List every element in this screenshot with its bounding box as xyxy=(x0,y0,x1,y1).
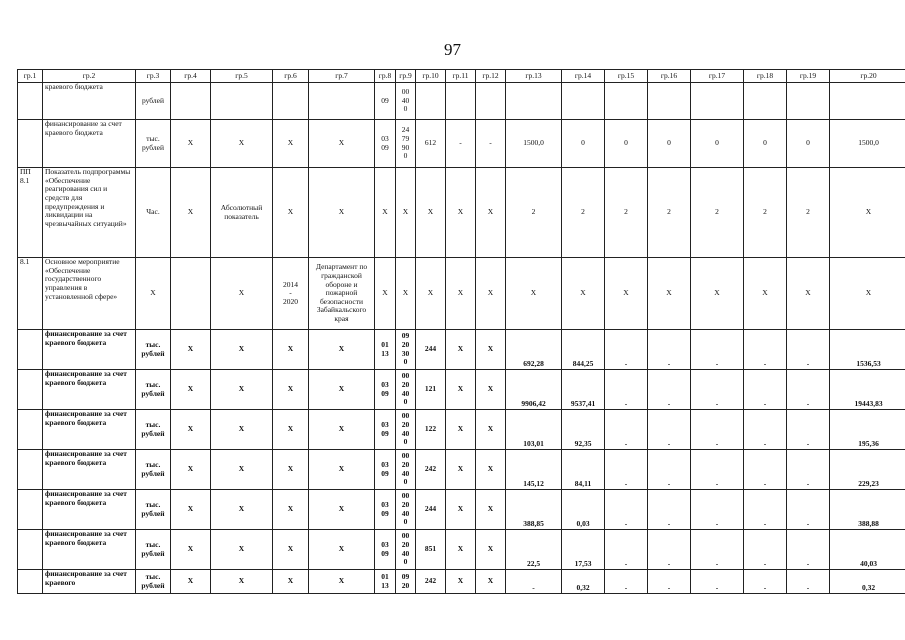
table-cell xyxy=(476,83,506,120)
table-cell: Х xyxy=(273,410,309,450)
table-cell: Х xyxy=(273,570,309,594)
table-row xyxy=(18,530,905,570)
table-cell xyxy=(605,83,648,120)
table-cell: Х xyxy=(309,450,375,490)
table-cell: - xyxy=(691,570,744,594)
table-cell: 84,11 xyxy=(562,450,605,490)
table-cell: - xyxy=(787,530,830,570)
table-cell: 195,36 xyxy=(830,410,905,450)
table-cell: 0 xyxy=(787,120,830,168)
table-cell: - xyxy=(744,490,787,530)
table-cell: 0,03 xyxy=(562,490,605,530)
table-cell: финансирование за счет краевого бюджета xyxy=(43,490,136,530)
col-header: гр.7 xyxy=(309,70,375,83)
table-cell: Х xyxy=(476,410,506,450)
table-cell: 1500,0 xyxy=(506,120,562,168)
table-cell: 9537,41 xyxy=(562,370,605,410)
table-cell: 2 xyxy=(648,168,691,258)
table-cell: тыс. рублей xyxy=(136,370,171,410)
table-cell xyxy=(171,258,211,330)
table-cell: 0,32 xyxy=(830,570,905,594)
table-cell: финансирование за счет краевого бюджета xyxy=(43,450,136,490)
table-cell: 03 09 xyxy=(375,450,396,490)
table-cell: тыс. рублей xyxy=(136,530,171,570)
table-cell: 00 20 40 0 xyxy=(396,490,416,530)
table-cell xyxy=(744,83,787,120)
table-cell: финансирование за счет краевого бюджета xyxy=(43,120,136,168)
table-cell: тыс. рублей xyxy=(136,490,171,530)
table-cell: - xyxy=(691,530,744,570)
table-cell: Х xyxy=(605,258,648,330)
table-cell: 00 40 0 xyxy=(396,83,416,120)
table-cell: 2 xyxy=(605,168,648,258)
table-cell: Х xyxy=(211,450,273,490)
table-cell: Х xyxy=(396,258,416,330)
table-cell: - xyxy=(605,530,648,570)
table-cell: 2 xyxy=(787,168,830,258)
table-cell: - xyxy=(605,450,648,490)
col-header: гр.15 xyxy=(605,70,648,83)
col-header: гр.3 xyxy=(136,70,171,83)
table-cell: - xyxy=(744,530,787,570)
table-cell: Х xyxy=(446,530,476,570)
table-cell: Х xyxy=(136,258,171,330)
table-cell: 2014 - 2020 xyxy=(273,258,309,330)
table-cell: Х xyxy=(476,570,506,594)
table-cell xyxy=(171,83,211,120)
table-cell: - xyxy=(691,370,744,410)
table-cell: 0 xyxy=(691,120,744,168)
table-cell: Х xyxy=(375,258,396,330)
table-cell: Х xyxy=(171,370,211,410)
table-cell: - xyxy=(691,410,744,450)
table-cell: Х xyxy=(416,168,446,258)
table-cell: - xyxy=(648,330,691,370)
table-cell: Х xyxy=(691,258,744,330)
table-cell: Х xyxy=(273,490,309,530)
table-cell: 00 20 40 0 xyxy=(396,530,416,570)
table-cell: Х xyxy=(375,168,396,258)
table-cell: - xyxy=(691,330,744,370)
table-cell: 09 20 30 0 xyxy=(396,330,416,370)
table-cell: - xyxy=(787,490,830,530)
table-cell: - xyxy=(605,410,648,450)
table-cell: 121 xyxy=(416,370,446,410)
table-cell xyxy=(506,83,562,120)
table-cell: - xyxy=(648,410,691,450)
table-cell: - xyxy=(648,570,691,594)
table-cell: - xyxy=(787,410,830,450)
table-cell: 17,53 xyxy=(562,530,605,570)
table-cell: Х xyxy=(476,490,506,530)
table-cell xyxy=(18,570,43,594)
table-cell xyxy=(309,83,375,120)
table-cell: 92,35 xyxy=(562,410,605,450)
table-cell: - xyxy=(787,330,830,370)
table-cell: Основное мероприятие «Обеспечение государственного управления в установленной сфере» xyxy=(43,258,136,330)
table-row xyxy=(18,490,905,530)
table-cell: 388,85 xyxy=(506,490,562,530)
table-cell xyxy=(18,120,43,168)
page-number: 97 xyxy=(444,40,461,59)
table-cell: Х xyxy=(476,530,506,570)
table-cell: Х xyxy=(171,570,211,594)
table-cell: Х xyxy=(446,410,476,450)
table-cell: 2 xyxy=(744,168,787,258)
table-row xyxy=(18,450,905,490)
table-cell: 122 xyxy=(416,410,446,450)
table-row xyxy=(18,410,905,450)
table-cell xyxy=(830,83,905,120)
table-cell: Х xyxy=(446,570,476,594)
table-cell xyxy=(18,450,43,490)
table-cell: Х xyxy=(273,370,309,410)
table-cell: 00 20 40 0 xyxy=(396,410,416,450)
table-row xyxy=(18,258,905,330)
table-cell: Час. xyxy=(136,168,171,258)
table-cell: Х xyxy=(171,330,211,370)
table-cell: 03 09 xyxy=(375,530,396,570)
table-cell: - xyxy=(476,120,506,168)
table-cell: Х xyxy=(211,410,273,450)
table-cell: Абсолютный показатель xyxy=(211,168,273,258)
table-cell: Х xyxy=(273,450,309,490)
table-cell: - xyxy=(506,570,562,594)
table-cell: 09 20 xyxy=(396,570,416,594)
table-cell xyxy=(648,83,691,120)
table-cell: финансирование за счет краевого бюджета xyxy=(43,330,136,370)
table-cell: 1536,53 xyxy=(830,330,905,370)
table-cell: Х xyxy=(476,168,506,258)
table-cell: - xyxy=(648,490,691,530)
table-cell xyxy=(211,83,273,120)
table-cell: Х xyxy=(309,120,375,168)
table-cell: Х xyxy=(309,410,375,450)
table-cell: тыс. рублей xyxy=(136,330,171,370)
table-cell: 00 20 40 0 xyxy=(396,370,416,410)
table-cell: Х xyxy=(476,450,506,490)
table-row xyxy=(18,83,905,120)
table-cell: - xyxy=(446,120,476,168)
table-cell xyxy=(18,83,43,120)
table-cell: Х xyxy=(171,450,211,490)
table-cell: Х xyxy=(476,258,506,330)
table-cell: Х xyxy=(476,370,506,410)
table-cell: Х xyxy=(309,370,375,410)
table-cell: Х xyxy=(562,258,605,330)
table-cell: краевого бюджета xyxy=(43,83,136,120)
table-cell: Х xyxy=(476,330,506,370)
table-cell: Х xyxy=(211,570,273,594)
table-cell: Х xyxy=(211,370,273,410)
table-cell: 01 13 xyxy=(375,330,396,370)
table-cell: - xyxy=(744,450,787,490)
table-cell: Х xyxy=(446,258,476,330)
table-cell: - xyxy=(787,570,830,594)
table-cell: финансирование за счет краевого бюджета xyxy=(43,530,136,570)
table-cell: - xyxy=(691,490,744,530)
table-cell: 0 xyxy=(605,120,648,168)
table-cell: 2 xyxy=(691,168,744,258)
table-cell: Х xyxy=(416,258,446,330)
table-cell: 692,28 xyxy=(506,330,562,370)
col-header: гр.17 xyxy=(691,70,744,83)
table-cell xyxy=(562,83,605,120)
table-cell: 0 xyxy=(562,120,605,168)
table-cell: Х xyxy=(506,258,562,330)
table-cell: Х xyxy=(744,258,787,330)
table-cell xyxy=(18,490,43,530)
table-cell xyxy=(691,83,744,120)
table-cell: - xyxy=(787,370,830,410)
table-cell: Х xyxy=(787,258,830,330)
table-cell: Департамент по гражданской обороне и пожарной безопасности Забайкальского края xyxy=(309,258,375,330)
table-cell: 03 09 xyxy=(375,490,396,530)
table-cell: 03 09 xyxy=(375,120,396,168)
table-cell: финансирование за счет краевого бюджета xyxy=(43,410,136,450)
table-cell: Х xyxy=(273,530,309,570)
table-cell: Х xyxy=(830,168,905,258)
table-cell: тыс. рублей xyxy=(136,450,171,490)
budget-table xyxy=(17,69,905,594)
table-row xyxy=(18,370,905,410)
table-cell: 0 xyxy=(648,120,691,168)
table-cell: 1500,0 xyxy=(830,120,905,168)
table-cell: 0 xyxy=(744,120,787,168)
table-cell: Показатель подпрограммы «Обеспечение реагирования сил и средств для предупреждения и ликвидации на чрезвычайных ситуаций» xyxy=(43,168,136,258)
table-cell: 851 xyxy=(416,530,446,570)
table-cell: - xyxy=(691,450,744,490)
col-header: гр.12 xyxy=(476,70,506,83)
table-cell: Х xyxy=(309,330,375,370)
table-cell: 24 79 90 0 xyxy=(396,120,416,168)
table-cell: 03 09 xyxy=(375,410,396,450)
table-cell: Х xyxy=(446,168,476,258)
table-cell: 19443,83 xyxy=(830,370,905,410)
table-cell: финансирование за счет краевого xyxy=(43,570,136,594)
table-cell: Х xyxy=(309,168,375,258)
col-header: гр.19 xyxy=(787,70,830,83)
header-row xyxy=(18,70,905,83)
table-cell: Х xyxy=(446,370,476,410)
table-cell xyxy=(273,83,309,120)
table-cell: 103,01 xyxy=(506,410,562,450)
col-header: гр.5 xyxy=(211,70,273,83)
col-header: гр.9 xyxy=(396,70,416,83)
table-cell: 01 13 xyxy=(375,570,396,594)
table-cell xyxy=(446,83,476,120)
table-cell: - xyxy=(605,570,648,594)
table-cell: 388,88 xyxy=(830,490,905,530)
table-cell: Х xyxy=(211,330,273,370)
table-cell: 2 xyxy=(506,168,562,258)
table-cell: 612 xyxy=(416,120,446,168)
table-cell: Х xyxy=(446,450,476,490)
table-cell: - xyxy=(744,570,787,594)
col-header: гр.18 xyxy=(744,70,787,83)
table-cell xyxy=(416,83,446,120)
table-cell: 40,03 xyxy=(830,530,905,570)
table-cell: тыс. рублей xyxy=(136,120,171,168)
table-cell: тыс. рублей xyxy=(136,410,171,450)
col-header: гр.14 xyxy=(562,70,605,83)
table-cell: - xyxy=(787,450,830,490)
table-cell: 145,12 xyxy=(506,450,562,490)
table-cell: финансирование за счет краевого бюджета xyxy=(43,370,136,410)
table-cell: Х xyxy=(309,490,375,530)
table-cell: - xyxy=(744,330,787,370)
table-row xyxy=(18,330,905,370)
table-cell xyxy=(18,330,43,370)
table-cell: - xyxy=(744,410,787,450)
table-cell: 242 xyxy=(416,450,446,490)
table-cell: Х xyxy=(171,410,211,450)
table-row xyxy=(18,168,905,258)
table-cell: 00 20 40 0 xyxy=(396,450,416,490)
col-header: гр.4 xyxy=(171,70,211,83)
table-cell: 2 xyxy=(562,168,605,258)
table-cell xyxy=(18,410,43,450)
table-cell: - xyxy=(744,370,787,410)
col-header: гр.11 xyxy=(446,70,476,83)
table-cell: - xyxy=(605,490,648,530)
table-cell: - xyxy=(648,530,691,570)
table-cell: 03 09 xyxy=(375,370,396,410)
table-cell: Х xyxy=(830,258,905,330)
table-cell: Х xyxy=(273,168,309,258)
table-cell: - xyxy=(605,330,648,370)
col-header: гр.10 xyxy=(416,70,446,83)
table-cell xyxy=(787,83,830,120)
table-cell: Х xyxy=(396,168,416,258)
table-cell: 8.1 xyxy=(18,258,43,330)
col-header: гр.16 xyxy=(648,70,691,83)
table-cell: - xyxy=(648,450,691,490)
table-cell: Х xyxy=(211,530,273,570)
table-cell: 242 xyxy=(416,570,446,594)
table-cell: Х xyxy=(309,570,375,594)
table-cell: Х xyxy=(648,258,691,330)
table-cell: Х xyxy=(273,330,309,370)
table-cell: 244 xyxy=(416,490,446,530)
table-cell: 844,25 xyxy=(562,330,605,370)
table-cell xyxy=(18,370,43,410)
table-cell: - xyxy=(605,370,648,410)
table-cell: 229,23 xyxy=(830,450,905,490)
table-cell: Х xyxy=(171,120,211,168)
table-cell: 22,5 xyxy=(506,530,562,570)
table-cell: 244 xyxy=(416,330,446,370)
table-cell: Х xyxy=(171,530,211,570)
col-header: гр.13 xyxy=(506,70,562,83)
table-cell: Х xyxy=(446,490,476,530)
col-header: гр.8 xyxy=(375,70,396,83)
table-cell: 0,32 xyxy=(562,570,605,594)
col-header: гр.20 xyxy=(830,70,905,83)
table-cell xyxy=(18,530,43,570)
table-cell: Х xyxy=(211,490,273,530)
table-cell: Х xyxy=(273,120,309,168)
table-cell: рублей xyxy=(136,83,171,120)
table-row xyxy=(18,570,905,594)
table-row xyxy=(18,120,905,168)
col-header: гр.1 xyxy=(18,70,43,83)
col-header: гр.2 xyxy=(43,70,136,83)
table-cell: Х xyxy=(211,120,273,168)
table-cell: тыс. рублей xyxy=(136,570,171,594)
table-cell: Х xyxy=(211,258,273,330)
table-cell: - xyxy=(648,370,691,410)
table-cell: 09 xyxy=(375,83,396,120)
table-cell: ПП 8.1 xyxy=(18,168,43,258)
table-cell: Х xyxy=(309,530,375,570)
table-cell: 9906,42 xyxy=(506,370,562,410)
table-cell: Х xyxy=(171,490,211,530)
col-header: гр.6 xyxy=(273,70,309,83)
table-cell: Х xyxy=(446,330,476,370)
table-cell: Х xyxy=(171,168,211,258)
